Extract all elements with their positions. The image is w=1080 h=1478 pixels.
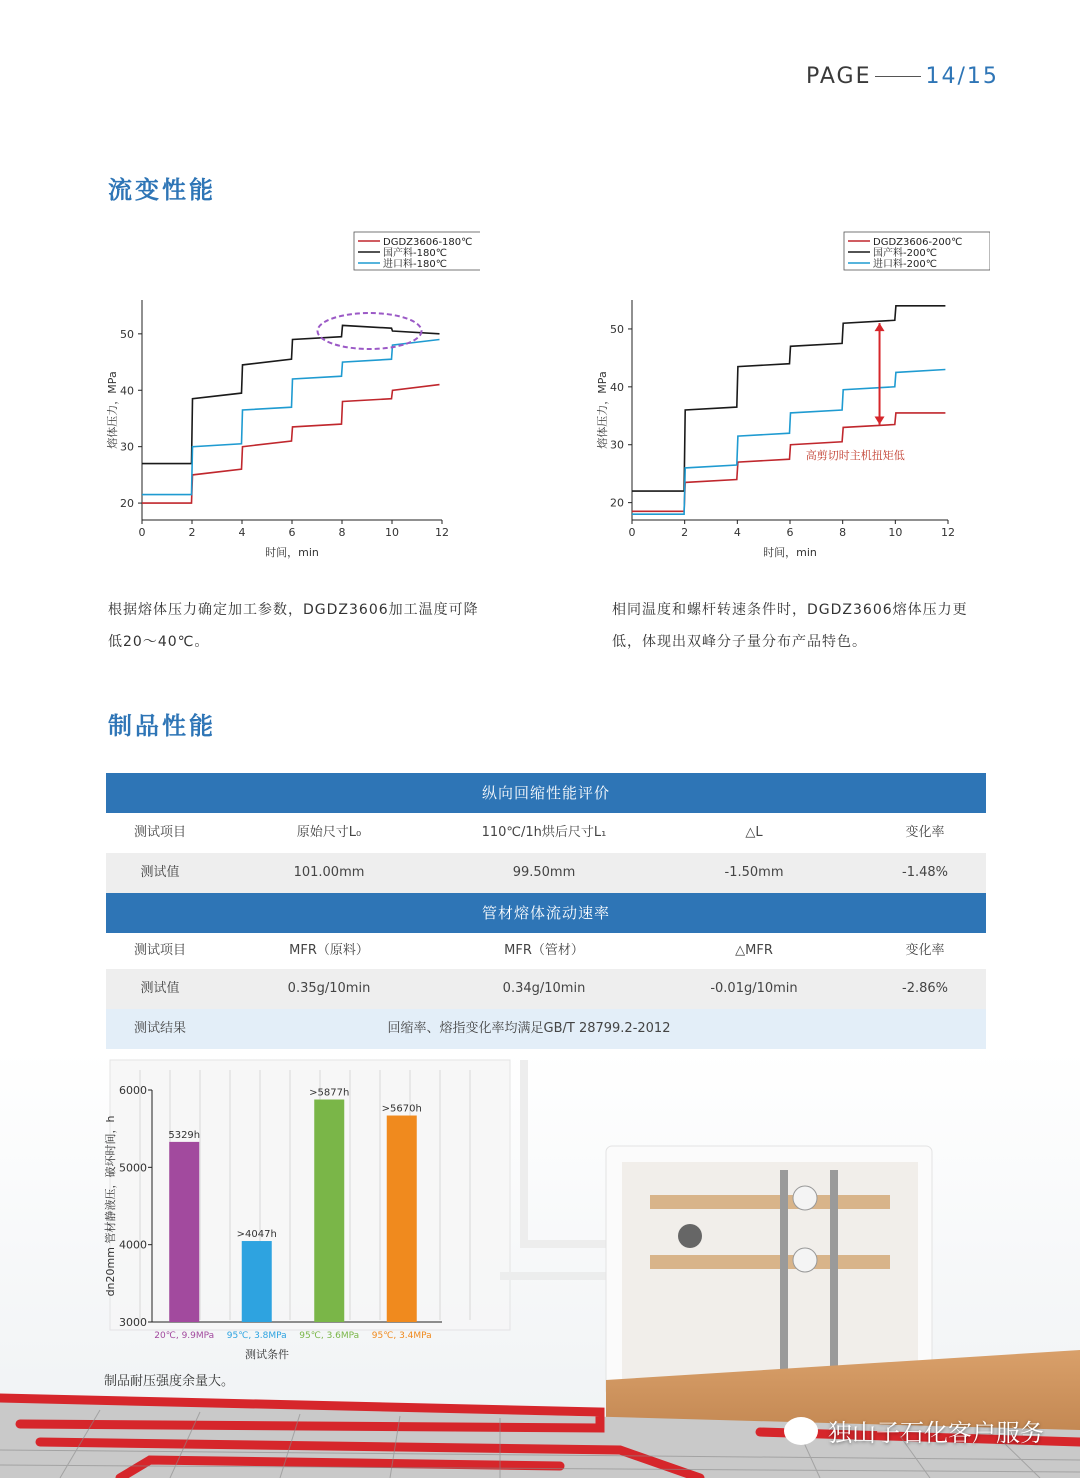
y-tick-label: 20 (610, 496, 624, 510)
y-tick-label: 3000 (119, 1316, 147, 1329)
table-cell: △L (745, 825, 763, 840)
table-cell: △MFR (735, 943, 773, 958)
legend-entry: 进口料-200℃ (873, 259, 937, 270)
table-row-result (106, 1009, 986, 1049)
table-mfr-title: 管材熔体流动速率 (106, 893, 986, 933)
x-tick-label: 8 (839, 526, 847, 539)
bar-value-label: >5670h (381, 1103, 422, 1115)
caption-right-line2: 低，体现出双峰分子量分布产品特色。 (612, 634, 867, 650)
wechat-watermark (784, 1413, 1044, 1448)
table-cell: 测试值 (140, 981, 180, 996)
series-line (632, 370, 945, 515)
table-cell: 110℃/1h烘后尺寸L₁ (481, 825, 607, 840)
table-cell: -0.01g/10min (710, 981, 798, 996)
table-row (106, 853, 986, 893)
arrow-head-up (875, 323, 885, 331)
table-cell: 变化率 (905, 943, 945, 958)
x-tick-label: 95℃, 3.8MPa (226, 1331, 287, 1341)
section-title-product: 制品性能 (108, 712, 216, 740)
x-tick-label: 0 (628, 526, 636, 539)
table-cell: 测试值 (140, 865, 180, 880)
caption-right (612, 594, 968, 658)
table-row-header (106, 813, 986, 853)
x-tick-label: 4 (733, 526, 741, 539)
x-tick-label: 8 (338, 526, 346, 539)
y-tick-label: 5000 (119, 1161, 147, 1175)
bar-value-label: >5877h (309, 1087, 350, 1099)
wechat-icon (784, 1417, 818, 1445)
table-cell: 0.35g/10min (287, 981, 371, 996)
y-axis-label: dn20mm 管材静液压，破坏时间，h (104, 1115, 117, 1297)
x-axis-label: 时间，min (763, 546, 817, 559)
caption-left-line1: 根据熔体压力确定加工参数，DGDZ3606加工温度可降 (108, 602, 479, 618)
x-axis-label: 时间，min (265, 546, 319, 559)
x-axis-label: 测试条件 (245, 1348, 289, 1361)
x-tick-label: 2 (188, 526, 196, 539)
y-tick-label: 4000 (119, 1238, 147, 1252)
x-tick-label: 0 (138, 526, 146, 539)
page-number (806, 64, 999, 89)
y-tick-label: 20 (120, 497, 134, 511)
table-cell: 测试项目 (133, 943, 186, 958)
x-tick-label: 6 (786, 526, 794, 539)
page-dash (875, 76, 921, 78)
line-chart-180 (100, 228, 480, 573)
y-axis-label: 熔体压力，MPa (106, 371, 119, 449)
legend-entry: 国产料-180℃ (383, 248, 447, 259)
bar (242, 1241, 272, 1322)
x-tick-label: 12 (435, 526, 449, 539)
x-tick-label: 12 (941, 526, 955, 539)
bar-chart-hydrostatic (100, 1078, 450, 1368)
y-tick-label: 30 (610, 438, 624, 452)
chart-annotation: 高剪切时主机扭矩低 (805, 449, 905, 463)
bar (314, 1100, 344, 1322)
line-chart-200 (590, 228, 990, 573)
bar-value-label: >4047h (236, 1229, 277, 1241)
y-tick-label: 6000 (119, 1084, 147, 1097)
table-cell: 101.00mm (293, 865, 365, 880)
y-tick-label: 30 (120, 440, 134, 454)
y-tick-label: 50 (610, 322, 624, 336)
section-title-rheology: 流变性能 (108, 176, 216, 204)
table-cell: MFR（原料） (289, 943, 369, 958)
x-tick-label: 2 (681, 526, 689, 539)
table-cell: -1.50mm (724, 865, 784, 880)
table-cell: 测试结果 (133, 1021, 186, 1036)
x-tick-label: 95℃, 3.6MPa (299, 1331, 360, 1341)
y-tick-label: 40 (610, 380, 624, 394)
y-axis-label: 熔体压力，MPa (596, 371, 609, 449)
x-tick-label: 4 (238, 526, 246, 539)
table-shrinkage (106, 773, 986, 893)
caption-right-line1: 相同温度和螺杆转速条件时，DGDZ3606熔体压力更 (612, 602, 968, 618)
arrow-head-down (875, 416, 885, 424)
x-tick-label: 6 (288, 526, 296, 539)
table-cell: MFR（管材） (504, 943, 584, 958)
table-cell: 变化率 (905, 825, 945, 840)
table-row (106, 969, 986, 1009)
y-tick-label: 50 (120, 327, 134, 341)
table-cell: -1.48% (902, 865, 948, 880)
caption-left-line2: 低20～40℃。 (108, 634, 210, 650)
table-row-header (106, 933, 986, 969)
caption-left (108, 594, 479, 658)
table-cell: 测试项目 (133, 825, 186, 840)
page-prefix: PAGE (806, 64, 872, 89)
y-tick-label: 40 (120, 384, 134, 398)
manifold-cabinet (606, 1146, 932, 1396)
watermark-text: 独山子石化客户服务 (828, 1419, 1044, 1447)
table-mfr (106, 893, 986, 1049)
x-tick-label: 10 (385, 526, 399, 539)
x-tick-label: 10 (888, 526, 903, 539)
table-shrinkage-title: 纵向回缩性能评价 (106, 773, 986, 813)
bar-value-label: 5329h (168, 1129, 201, 1141)
bar (387, 1116, 417, 1322)
legend-entry: DGDZ3606-200℃ (873, 237, 963, 248)
legend-entry: 进口料-180℃ (383, 259, 447, 270)
legend-entry: 国产料-200℃ (873, 248, 937, 259)
table-cell: -2.86% (902, 981, 948, 996)
series-line (142, 340, 440, 495)
series-line (632, 306, 945, 491)
bar (169, 1142, 199, 1322)
table-cell: 0.34g/10min (502, 981, 586, 996)
bar-caption: 制品耐压强度余量大。 (104, 1374, 235, 1389)
table-cell: 原始尺寸L₀ (296, 825, 362, 840)
x-tick-label: 20℃, 9.9MPa (154, 1331, 215, 1341)
table-cell: 99.50mm (512, 865, 576, 880)
x-tick-label: 95℃, 3.4MPa (371, 1331, 432, 1341)
table-cell-result: 回缩率、熔指变化率均满足GB/T 28799.2-2012 (387, 1021, 671, 1036)
page-number-value: 14/15 (925, 64, 999, 89)
legend-entry: DGDZ3606-180℃ (383, 237, 473, 248)
series-line (142, 385, 440, 504)
